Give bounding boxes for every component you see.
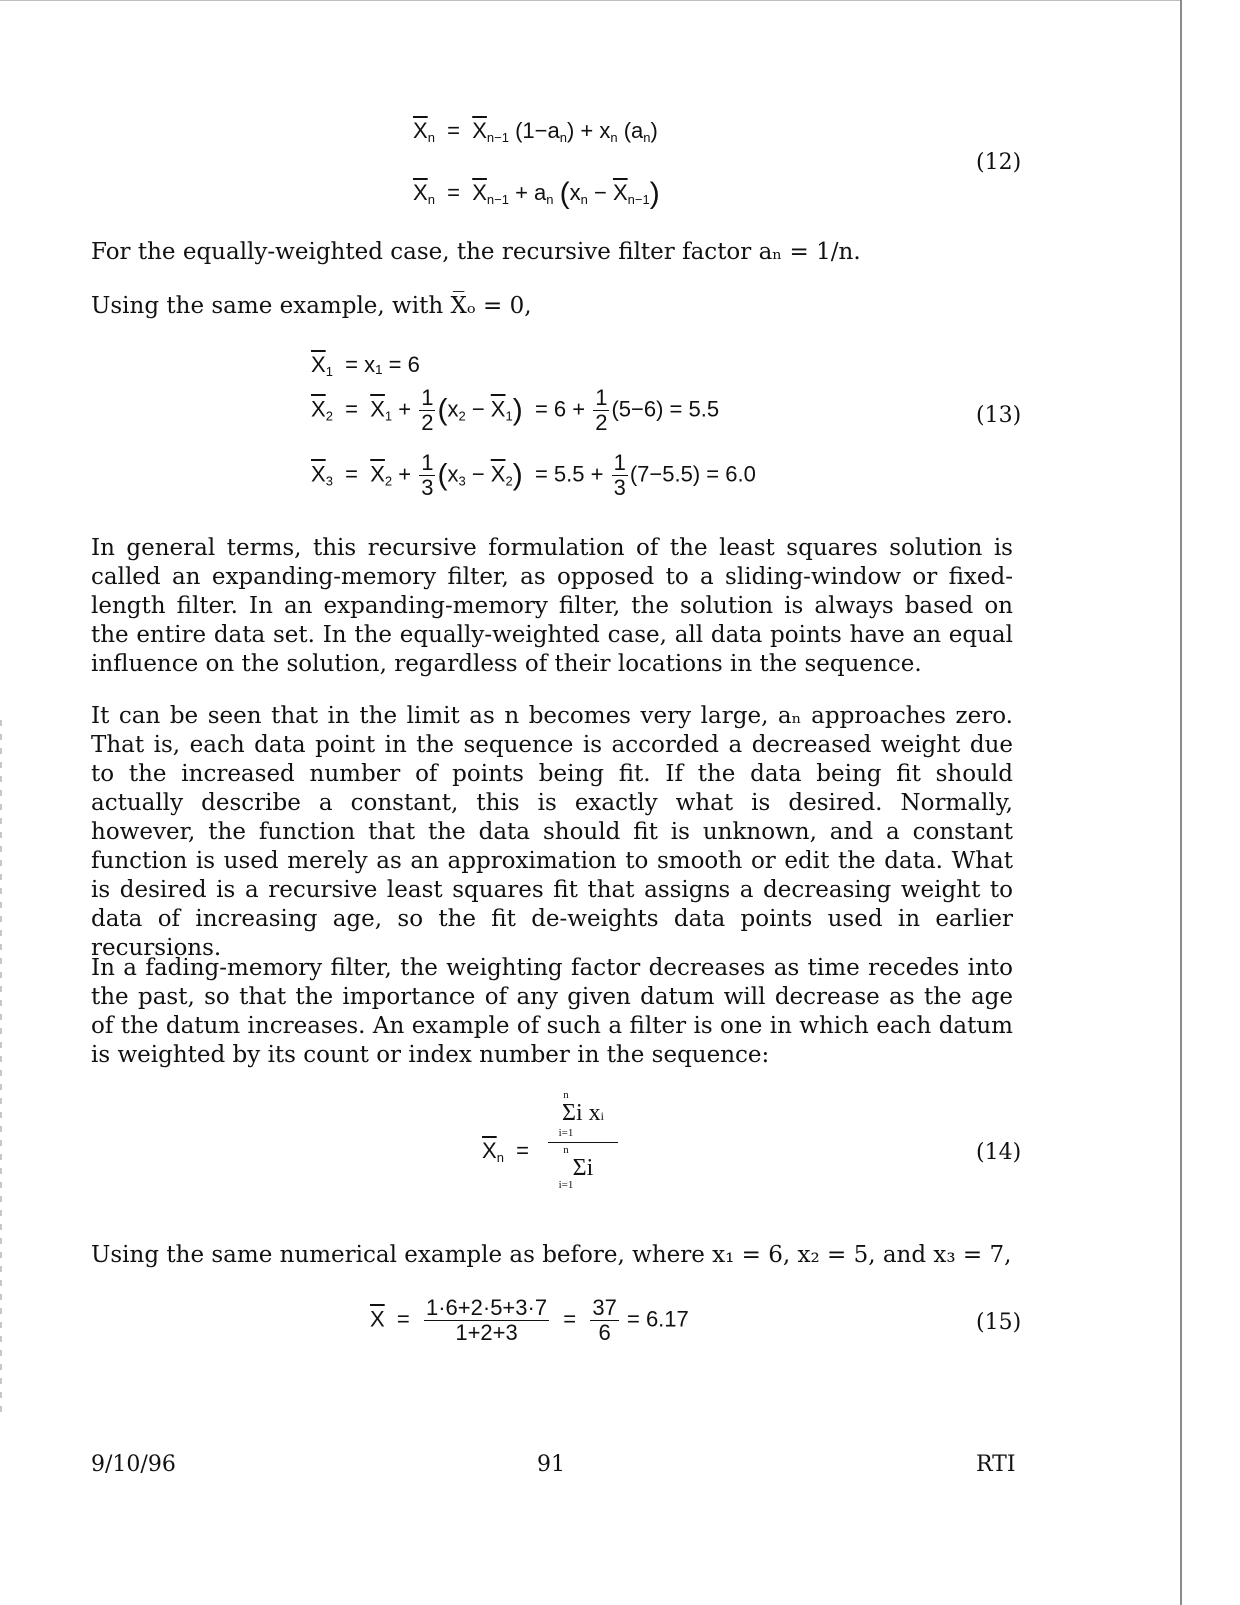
eq15-denominator: 1+2+3 (455, 1320, 518, 1345)
equation-number-12: (12) (976, 150, 1022, 175)
footer-date: 9/10/96 (91, 1452, 176, 1477)
equation-13-line-1: $\overline{X}_1 = x_1 = 6$ (311, 352, 420, 379)
paragraph-numerical-example: Using the same numerical example as before, where x₁ = 6, x₂ = 5, and x₃ = 7, (91, 1242, 1012, 1268)
equation-number-14: (14) (976, 1140, 1022, 1165)
equation-12-line-2: $\overline{X}_n = \overline{X}_{n-1} + a_n$ $(x_n - \overline{X}_{n-1})$ (413, 177, 660, 210)
paragraph-limit: It can be seen that in the limit as n becomes very large, aₙ approaches zero. That is, each data point in the sequence is accorded a decreased weight due to the increased number of points being fit. If the data being fit should actually describe a constant, this is exactly what is desired. Normally, however, the function that the data should fit is unknown, and a constant function is used merely as an approximation to smooth or edit the data. What is desired is a recursive least squares fit that assigns a decreasing weight to data of increasing age, so the fit de-weights data points used in earlier recursions. (91, 703, 1013, 961)
equation-13-line-2: $\overline{X}_2 = \overline{X}_1$ + $\frac{1}{2}$ $(x_2 - \overline{X}_1) = 6$ + $\frac{1}{2}$ (5−6) = 5.5 (311, 385, 720, 435)
footer-organization: RTI (976, 1452, 1016, 1477)
eq15-frac2-numerator: 37 (592, 1295, 617, 1320)
eq13-line1-rhs: = x₁ = 6 (345, 352, 420, 377)
footer-page-number: 91 (537, 1452, 565, 1477)
paragraph-same-example: Using the same example, with X̅ₒ = 0, (91, 293, 532, 319)
paragraph-fading-memory: In a fading-memory filter, the weighting factor decreases as time recedes into the past, so that the importance of any given datum will decrease as the age of the datum increases. An example of such a filter is one in which each datum is weighted by its count or index number in the sequence: (91, 955, 1013, 1068)
eq15-numerator: 1·6+2·5+3·7 (425, 1295, 548, 1320)
eq15-result: = 6.17 (626, 1306, 689, 1332)
equation-number-13: (13) (976, 403, 1022, 428)
eq13-line3-result: = 5.5 + (534, 461, 604, 487)
equation-14-lhs: $\overline{X}_n$ = (482, 1138, 529, 1165)
equation-13-line-3: $\overline{X}_3 = \overline{X}_2$ + $\frac{1}{3}$ $(x_3 - \overline{X}_2) = 5.5$ + $\frac{1}{3}$ (7−5.5) = 6.0 (311, 450, 756, 500)
eq13-line2-tail: (5−6) = 5.5 (611, 396, 720, 422)
equation-14-fraction: n Σi xi i=1 n Σi i=1 (548, 1090, 618, 1191)
eq15-frac2-denominator: 6 (598, 1320, 611, 1345)
paragraph-equally-weighted: For the equally-weighted case, the recursive filter factor aₙ = 1/n. (91, 239, 861, 265)
paragraph-expanding-memory: In general terms, this recursive formulation of the least squares solution is called an expanding-memory filter, as opposed to a sliding-window or fixed-length filter. In an expanding-memory filter, the solution is always based on the entire data set. In the equally-weighted case, all data points have an equal influence on the solution, regardless of their locations in the sequence. (91, 535, 1013, 677)
right-border-line (1180, 0, 1182, 1605)
left-scan-marks (0, 720, 2, 1420)
top-border-line (0, 0, 1180, 1)
equation-12-line-1: $\overline{X}_n = \overline{X}_{n-1}$ $(1-a_n) + x_n$ $(a_n)$ (413, 118, 658, 145)
equation-15: $\overline{X}$ = $\frac{1\cdot 6+2\cdot 5+3\cdot 7}{1+2+3}$ = $\frac{37}{6}$ = 6.17 (370, 1295, 689, 1345)
equation-number-15: (15) (976, 1310, 1022, 1335)
eq13-line3-tail: (7−5.5) = 6.0 (629, 461, 756, 487)
eq13-line2-result: = 6 + (534, 396, 586, 422)
